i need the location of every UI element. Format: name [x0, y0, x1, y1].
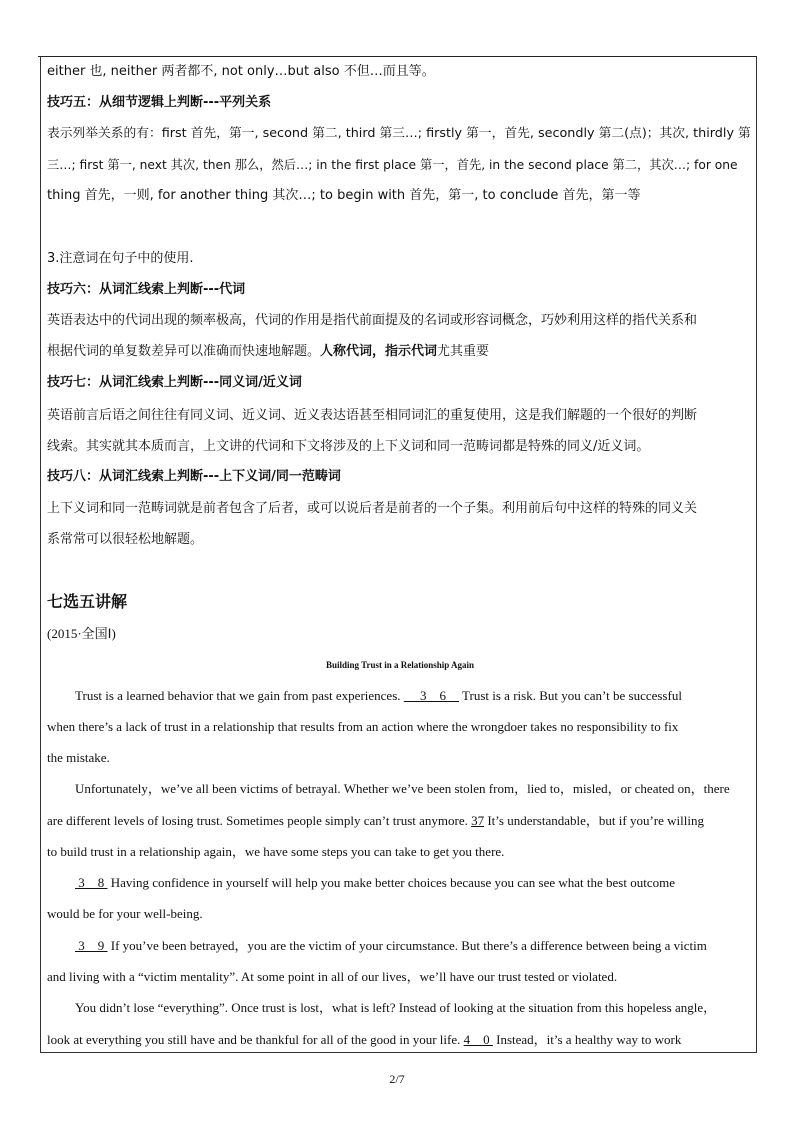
blank-40: 4 0: [463, 1032, 493, 1047]
paragraph-2-text-a: are different levels of losing trust. Sometimes people simply can’t trust anymore.: [47, 813, 472, 828]
paragraph-3-line-2: would be for your well-being.: [47, 906, 203, 921]
tip6-line-2-emphasis: 人称代词，指示代词: [320, 344, 438, 359]
blank-39: 3 9: [75, 938, 108, 953]
tip5-line-3: thing 首先，一则, for another thing 其次…; to begin with 首先，第一, to conclude 首先，第一等: [47, 188, 641, 203]
paragraph-1-text-a: Trust is a learned behavior that we gain from past experiences.: [75, 688, 404, 703]
exam-source: (2015·全国Ⅰ): [47, 626, 116, 641]
paragraph-2-line-3: to build trust in a relationship again，we have some steps you can take to get you there.: [47, 844, 505, 859]
point-3-line: 3.注意词在句子中的使用.: [47, 251, 194, 266]
tip5-line-2: 三…; first 第一, next 其次, then 那么，然后…; in the first place 第一，首先, in the second place 第二，其次…; for one: [47, 158, 738, 172]
either-neither-line: either 也, neither 两者都不, not only…but also 不但…而且等。: [47, 64, 435, 79]
section-heading: 七选五讲解: [47, 592, 128, 611]
tip6-line-2-part-c: 尤其重要: [437, 344, 490, 359]
page-number: 2/7: [389, 1072, 405, 1086]
paragraph-2-line-1: Unfortunately，we’ve all been victims of betrayal. Whether we’ve been stolen from，lied to，misled，or cheated on，there: [75, 781, 730, 796]
tip6-line-2: [47, 343, 489, 361]
passage-title: Building Trust in a Relationship Again: [326, 660, 474, 670]
paragraph-3-text: Having confidence in yourself will help you make better choices because you can see what the best outcome: [107, 875, 675, 890]
tip5-line-1: 表示列举关系的有：first 首先，第一, second 第二, third 第三…; firstly 第一，首先, secondly 第二(点)；其次, thirdly 第: [47, 126, 751, 141]
tip8-title: 技巧八：从词汇线索上判断---上下义词/同一范畴词: [47, 469, 341, 484]
paragraph-5-text-b: Instead，it’s a healthy way to work: [492, 1032, 682, 1047]
paragraph-5-line-2: [47, 1031, 681, 1049]
blank-38: 3 8: [75, 875, 108, 890]
tip7-title: 技巧七：从词汇线索上判断---同义词/近义词: [47, 375, 302, 390]
paragraph-1-line-2: when there’s a lack of trust in a relationship that results from an action where the wrongdoer takes no responsibility to fix: [47, 719, 679, 734]
tip5-title: 技巧五：从细节逻辑上判断---平列关系: [47, 95, 272, 110]
blank-37: 37: [471, 813, 485, 828]
tip6-line-1: 英语表达中的代词出现的频率极高，代词的作用是指代前面提及的名词或形容词概念，巧妙利用这样的指代关系和: [47, 313, 698, 328]
content-frame: [40, 56, 757, 1053]
paragraph-4-text: If you’ve been betrayed，you are the victim of your circumstance. But there’s a difference between being a victim: [107, 938, 707, 953]
paragraph-1-text-b: Trust is a risk. But you can’t be successful: [459, 688, 682, 703]
tip8-line-2: 系常常可以很轻松地解题。: [47, 532, 204, 547]
blank-36: 3 6: [403, 688, 460, 703]
paragraph-2-line-2: [47, 812, 704, 830]
paragraph-2-text-b: It’s understandable，but if you’re willing: [484, 813, 704, 828]
tip6-line-2-part-a: 根据代词的单复数差异可以准确而快速地解题。: [47, 344, 321, 359]
paragraph-1-line-3: the mistake.: [47, 750, 110, 765]
paragraph-4-line-1: [47, 937, 707, 955]
paragraph-3-line-1: [47, 874, 675, 892]
tip7-line-1: 英语前言后语之间往往有同义词、近义词、近义表达语甚至相同词汇的重复使用，这是我们解题的一个很好的判断: [47, 408, 698, 423]
tip8-line-1: 上下义词和同一范畴词就是前者包含了后者，或可以说后者是前者的一个子集。利用前后句中这样的特殊的同义关: [47, 501, 698, 516]
tip7-line-2: 线索。其实就其本质而言，上文讲的代词和下文将涉及的上下义词和同一范畴词都是特殊的同义/近义词。: [47, 439, 650, 454]
paragraph-4-line-2: and living with a “victim mentality”. At some point in all of our lives，we’ll have our trust tested or violated.: [47, 969, 618, 984]
paragraph-5-text-a: look at everything you still have and be thankful for all of the good in your life.: [47, 1032, 464, 1047]
paragraph-5-line-1: You didn’t lose “everything”. Once trust is lost，what is left? Instead of looking at the situation from this hopeless angle，: [75, 1000, 717, 1015]
tip6-title: 技巧六：从词汇线索上判断---代词: [47, 282, 246, 297]
paragraph-1-line-1: [47, 687, 682, 705]
